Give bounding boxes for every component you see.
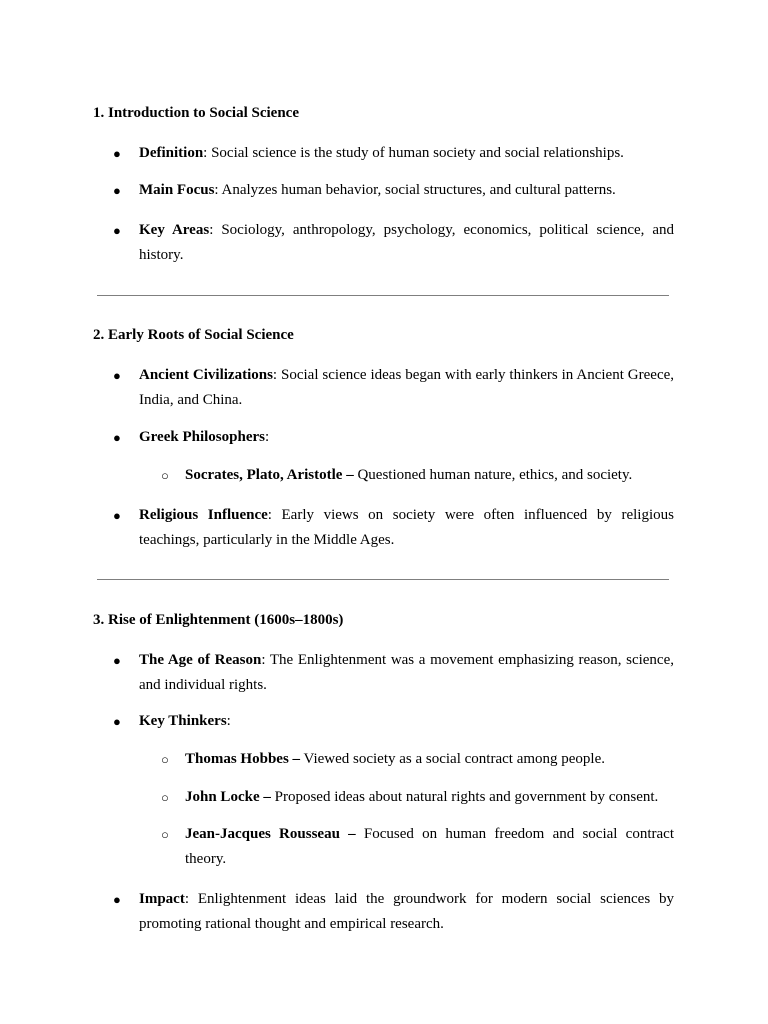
sub-bullet-icon: ○ xyxy=(161,752,169,767)
sub-bullet-icon: ○ xyxy=(161,827,169,842)
sub-list-item xyxy=(185,463,674,488)
list-item xyxy=(139,503,674,553)
section-heading: 2. Early Roots of Social Science xyxy=(93,327,294,343)
item-term: Impact xyxy=(139,891,185,907)
item-text: : xyxy=(264,429,270,445)
list-item xyxy=(139,141,674,166)
item-term: Key Areas xyxy=(139,222,210,238)
bullet-icon: ● xyxy=(113,892,121,907)
list-item xyxy=(139,709,674,734)
section-divider xyxy=(97,579,669,580)
sub-list-item xyxy=(185,747,674,772)
list-item xyxy=(139,648,674,698)
sub-bullet-icon: ○ xyxy=(161,468,169,483)
item-term: Religious Influence xyxy=(139,507,268,523)
item-term: The Age of Reason xyxy=(139,652,262,668)
list-item xyxy=(139,218,674,268)
item-term: Thomas Hobbes – xyxy=(185,751,301,767)
list-item xyxy=(139,363,674,413)
list-item xyxy=(139,887,674,937)
bullet-icon: ● xyxy=(113,653,121,668)
item-text: : Analyzes human behavior, social structures, and cultural patterns. xyxy=(214,182,616,198)
section-heading: 3. Rise of Enlightenment (1600s–1800s) xyxy=(93,612,344,628)
item-text: : Social science ideas began with early thinkers in Ancient Greece, India, and China. xyxy=(139,367,675,408)
item-text: : Enlightenment ideas laid the groundwork for modern social sciences by promoting rational thought and empirical research. xyxy=(139,891,674,932)
item-term: Key Thinkers xyxy=(139,713,227,729)
item-text: Questioned human nature, ethics, and society. xyxy=(353,467,633,483)
bullet-icon: ● xyxy=(113,146,121,161)
bullet-icon: ● xyxy=(113,430,121,445)
item-term: Greek Philosophers xyxy=(139,429,265,445)
item-text: Viewed society as a social contract among people. xyxy=(300,751,605,767)
item-text: : The Enlightenment was a movement emphasizing reason, science, and individual rights. xyxy=(139,652,674,693)
item-term: Main Focus xyxy=(139,182,215,198)
item-text: Focused on human freedom and social contract theory. xyxy=(185,826,674,867)
bullet-icon: ● xyxy=(113,508,121,523)
item-term: Socrates, Plato, Aristotle – xyxy=(185,467,354,483)
sub-list-item xyxy=(185,822,674,872)
bullet-icon: ● xyxy=(113,368,121,383)
sub-list-item xyxy=(185,785,674,810)
item-text: : xyxy=(226,713,231,729)
item-text: : Social science is the study of human society and social relationships. xyxy=(203,145,624,161)
bullet-icon: ● xyxy=(113,183,121,198)
item-term: Jean-Jacques Rousseau – xyxy=(185,826,356,842)
item-text: Proposed ideas about natural rights and government by consent. xyxy=(270,789,659,805)
bullet-icon: ● xyxy=(113,714,121,729)
item-term: Ancient Civilizations xyxy=(139,367,273,383)
section-divider xyxy=(97,295,669,296)
item-text: : Sociology, anthropology, psychology, economics, political science, and history. xyxy=(139,222,674,263)
item-term: Definition xyxy=(139,145,204,161)
sub-bullet-icon: ○ xyxy=(161,790,169,805)
list-item xyxy=(139,178,674,203)
item-text: : Early views on society were often influenced by religious teachings, particularly in the Middle Ages. xyxy=(139,507,674,548)
list-item xyxy=(139,425,674,450)
bullet-icon: ● xyxy=(113,223,121,238)
section-heading: 1. Introduction to Social Science xyxy=(93,105,299,121)
item-term: John Locke – xyxy=(185,789,271,805)
